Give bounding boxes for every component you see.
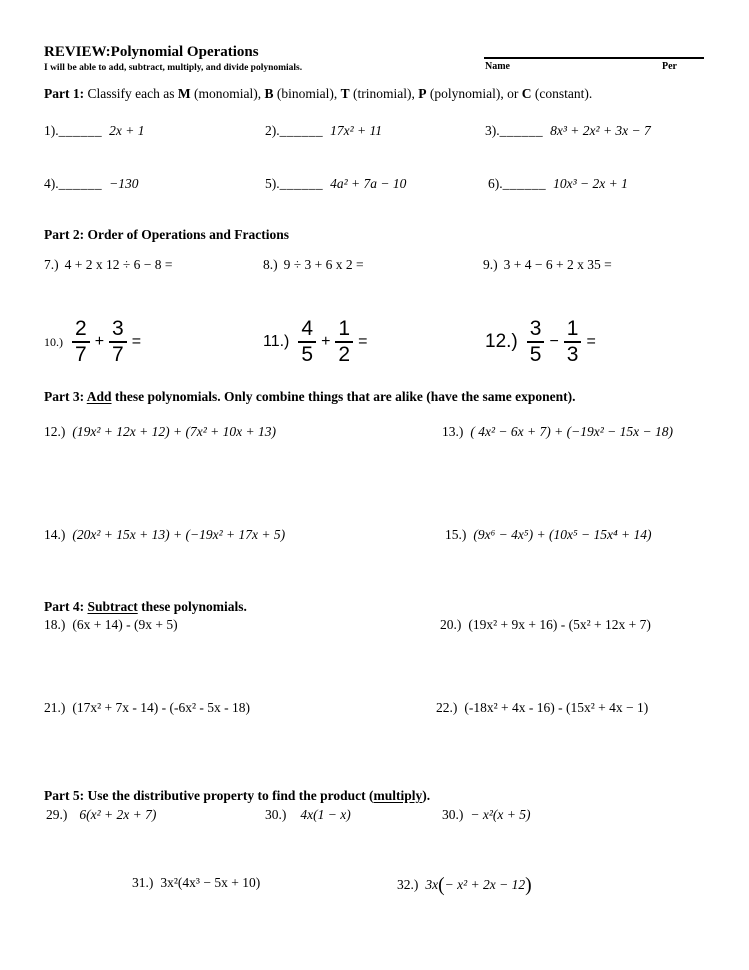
- problem-expression: 4a² + 7a − 10: [330, 176, 407, 191]
- part3-label: Part 3:: [44, 389, 87, 404]
- part1-c-desc: (constant).: [531, 86, 593, 101]
- problem-9: [483, 257, 612, 273]
- problem-12-add: [44, 424, 276, 440]
- problem-20: [440, 617, 651, 633]
- fraction: [564, 318, 582, 366]
- problem-4: [44, 176, 139, 192]
- per-label: Per: [662, 61, 677, 72]
- problem-expression: (9x⁶ − 4x⁵) + (10x⁵ − 15x⁴ + 14): [473, 527, 652, 542]
- fraction: [72, 318, 90, 366]
- problem-label: 31.): [132, 875, 154, 890]
- problem-label: 18.): [44, 617, 66, 632]
- part4-rest: these polynomials.: [137, 599, 247, 614]
- operator: −: [549, 333, 559, 350]
- part3-rest: these polynomials. Only combine things that are alike (have the same exponent).: [111, 389, 576, 404]
- problem-label: 2).: [265, 123, 280, 138]
- page-subtitle: I will be able to add, subtract, multiply, and divide polynomials.: [44, 63, 303, 73]
- answer-blank: ______: [58, 176, 103, 191]
- part1-m-desc: (monomial),: [190, 86, 265, 101]
- part5-label: Part 5:: [44, 788, 88, 803]
- numerator: 3: [109, 318, 127, 343]
- problem-31: [132, 875, 260, 891]
- part5-heading: [44, 788, 430, 804]
- operator: +: [321, 333, 331, 350]
- problem-expression: − x²(x + 5): [470, 807, 531, 822]
- answer-blank: ______: [279, 123, 324, 138]
- problem-label: 12.): [485, 331, 518, 352]
- problem-expression: 6(x² + 2x + 7): [79, 807, 157, 822]
- problem-label: 30.): [442, 807, 464, 822]
- problem-label: 20.): [440, 617, 462, 632]
- part4-heading: [44, 599, 247, 615]
- problem-18: [44, 617, 178, 633]
- denominator: 5: [301, 343, 314, 366]
- part1-b-desc: (binomial),: [273, 86, 341, 101]
- part1-b: B: [264, 86, 274, 101]
- numerator: 1: [564, 318, 582, 343]
- problem-14: [44, 527, 285, 543]
- denominator: 5: [529, 343, 542, 366]
- problem-label: 1).: [44, 123, 59, 138]
- expression-prefix: 3x: [425, 877, 439, 893]
- problem-22: [436, 700, 648, 716]
- name-label: Name: [485, 61, 510, 72]
- problem-label: 13.): [442, 424, 464, 439]
- denominator: 2: [338, 343, 351, 366]
- part2-heading: Part 2: Order of Operations and Fractions: [44, 227, 289, 242]
- numerator: 2: [72, 318, 90, 343]
- problem-label: 22.): [436, 700, 458, 715]
- part5-underlined-word: multiply: [373, 788, 423, 803]
- page-title: REVIEW:Polynomial Operations: [44, 44, 259, 60]
- problem-expression: (20x² + 15x + 13) + (−19x² + 17x + 5): [72, 527, 286, 542]
- numerator: 4: [298, 318, 316, 343]
- problem-29: [46, 807, 156, 823]
- problem-expression: (19x² + 12x + 12) + (7x² + 10x + 13): [72, 424, 276, 439]
- part1-p-desc: (polynomial), or: [426, 86, 522, 101]
- problem-label: 12.): [44, 424, 66, 439]
- problem-3: [485, 123, 651, 139]
- problem-label: 6).: [488, 176, 503, 191]
- problem-2: [265, 123, 382, 139]
- problem-expression: 8x³ + 2x² + 3x − 7: [550, 123, 651, 138]
- denominator: 7: [75, 343, 87, 366]
- expression-inner: − x² + 2x − 12: [444, 877, 526, 893]
- part1-intro: Classify each as: [84, 86, 178, 101]
- problem-7: [44, 257, 173, 273]
- problem-15: [445, 527, 652, 543]
- problem-expression: 4 + 2 x 12 ÷ 6 − 8 =: [64, 257, 173, 272]
- problem-label: 10.): [44, 334, 63, 349]
- answer-blank: ______: [279, 176, 324, 191]
- problem-label: 8.): [263, 257, 278, 272]
- problem-label: 7.): [44, 257, 59, 272]
- problem-32: [397, 875, 532, 897]
- close-paren: ): [525, 875, 532, 896]
- problem-21: [44, 700, 250, 716]
- problem-expression: (6x + 14) - (9x + 5): [72, 617, 178, 632]
- problem-expression: −130: [109, 176, 139, 191]
- numerator: 3: [527, 318, 545, 343]
- denominator: 7: [112, 343, 124, 366]
- answer-blank: ______: [499, 123, 544, 138]
- problem-expression: (-18x² + 4x - 16) - (15x² + 4x − 1): [464, 700, 649, 715]
- part4-underlined-word: Subtract: [87, 599, 138, 614]
- equals-sign: =: [131, 333, 142, 350]
- problem-label: 5).: [265, 176, 280, 191]
- problem-label: 32.): [397, 877, 419, 893]
- problem-expression: 3x²(4x³ − 5x + 10): [160, 875, 261, 890]
- part1-m: M: [177, 86, 191, 101]
- fraction: [298, 318, 316, 366]
- problem-label: 3).: [485, 123, 500, 138]
- problem-expression: 10x³ − 2x + 1: [553, 176, 628, 191]
- problem-10: [44, 316, 141, 368]
- problem-13: [442, 424, 673, 440]
- problem-5: [265, 176, 406, 192]
- problem-expression: 3 + 4 − 6 + 2 x 35 =: [503, 257, 612, 272]
- problem-expression: 17x² + 11: [330, 123, 383, 138]
- part3-heading: [44, 389, 576, 405]
- problem-label: 30.): [265, 807, 287, 822]
- part1-label: Part 1:: [44, 86, 85, 101]
- part1-t: T: [340, 86, 350, 101]
- problem-expression: 2x + 1: [109, 123, 145, 138]
- problem-label: 14.): [44, 527, 66, 542]
- problem-6: [488, 176, 628, 192]
- part1-t-desc: (trinomial),: [349, 86, 419, 101]
- problem-expression: 9 ÷ 3 + 6 x 2 =: [283, 257, 364, 272]
- part5-pre: Use the distributive property to find the product (: [87, 788, 374, 803]
- numerator: 1: [335, 318, 353, 343]
- problem-label: 4).: [44, 176, 59, 191]
- answer-blank: ______: [58, 123, 103, 138]
- problem-30a: [265, 807, 351, 823]
- problem-11: [263, 316, 367, 368]
- fraction: [335, 318, 353, 366]
- problem-expression: [425, 875, 532, 896]
- problem-expression: (19x² + 9x + 16) - (5x² + 12x + 7): [468, 617, 651, 632]
- problem-30b: [442, 807, 531, 823]
- part4-label: Part 4:: [44, 599, 88, 614]
- problem-label: 9.): [483, 257, 498, 272]
- part5-post: ).: [422, 788, 431, 803]
- problem-expression: 4x(1 − x): [300, 807, 351, 822]
- answer-blank: ______: [502, 176, 547, 191]
- problem-label: 29.): [46, 807, 68, 822]
- equals-sign: =: [586, 333, 596, 350]
- problem-label: 15.): [445, 527, 467, 542]
- part3-underlined-word: Add: [86, 389, 112, 404]
- problem-label: 21.): [44, 700, 66, 715]
- problem-8: [263, 257, 364, 273]
- problem-expression: ( 4x² − 6x + 7) + (−19x² − 15x − 18): [470, 424, 673, 439]
- fraction: [109, 318, 127, 366]
- name-blank-line: [484, 57, 704, 59]
- problem-1: [44, 123, 144, 139]
- denominator: 3: [566, 343, 579, 366]
- problem-expression: (17x² + 7x - 14) - (-6x² - 5x - 18): [72, 700, 251, 715]
- problem-12-fraction: [485, 316, 596, 368]
- fraction: [527, 318, 545, 366]
- equals-sign: =: [358, 333, 368, 350]
- part1-p: P: [418, 86, 427, 101]
- operator: +: [94, 333, 105, 350]
- part1-heading: [44, 86, 592, 102]
- part1-c: C: [521, 86, 532, 101]
- open-paren: (: [438, 875, 445, 896]
- problem-label: 11.): [263, 333, 290, 350]
